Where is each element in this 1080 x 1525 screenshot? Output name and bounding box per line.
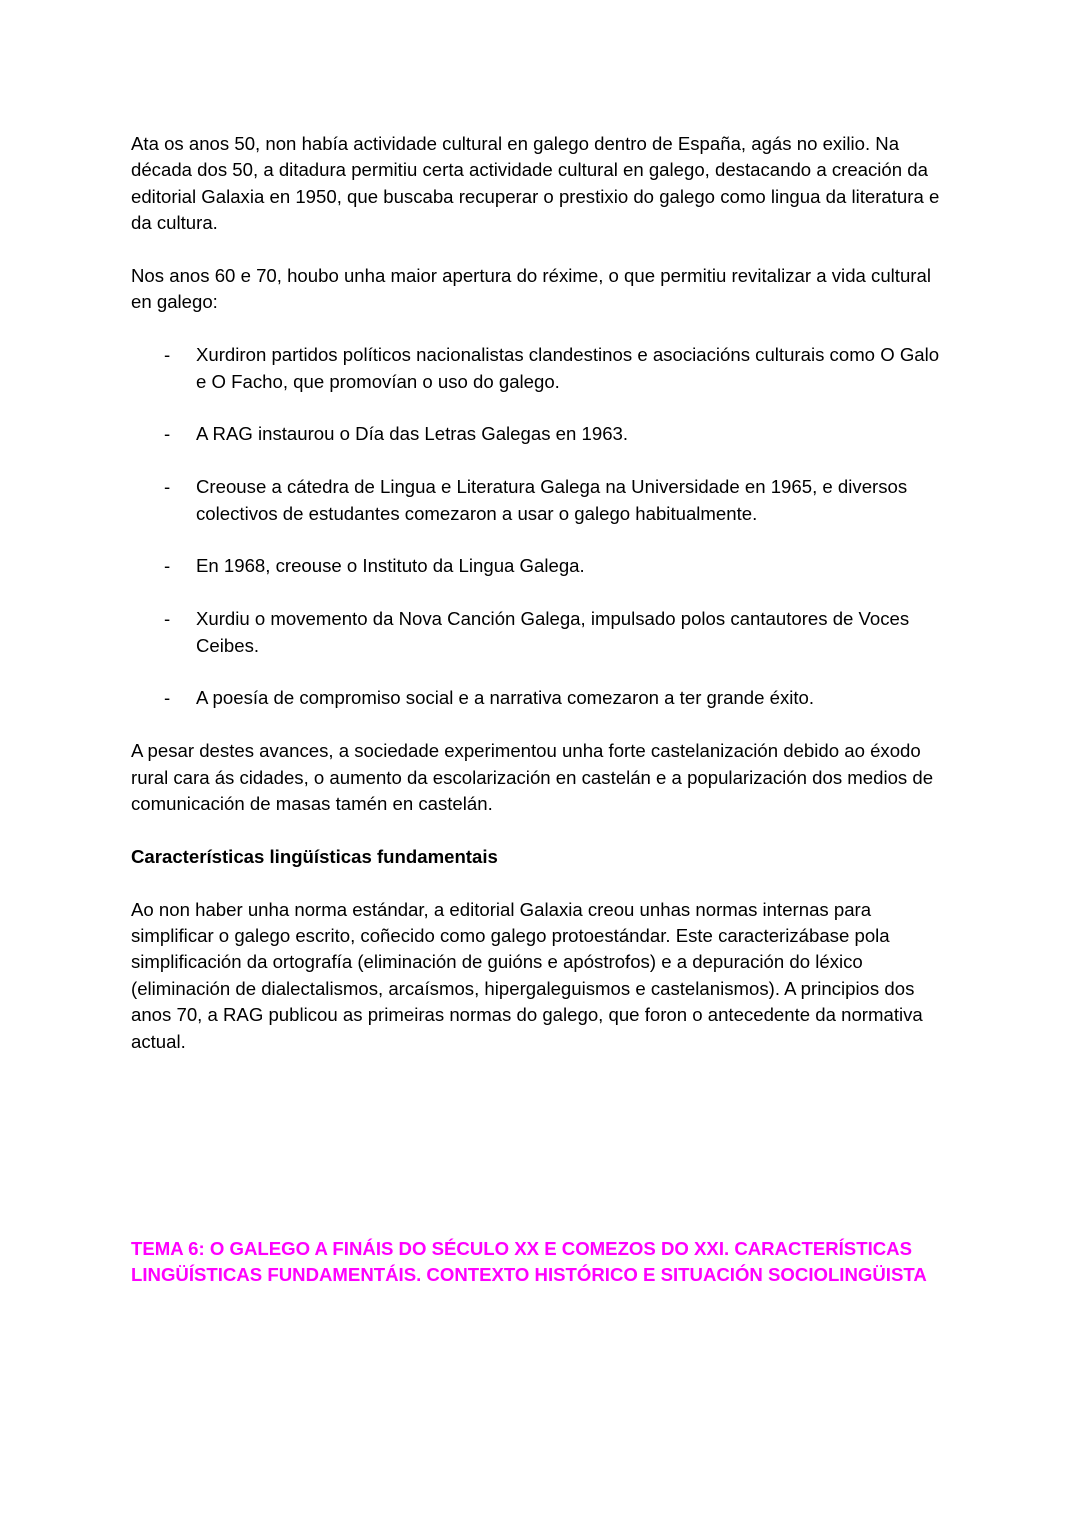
list-item (131, 553, 951, 579)
bullet-dash: - (164, 687, 171, 709)
bullet-dash: - (164, 423, 171, 445)
list-item-text: A poesía de compromiso social e a narrativa comezaron a ter grande éxito. (196, 687, 815, 709)
bullet-dash: - (164, 476, 171, 498)
bullet-dash: - (164, 344, 171, 366)
list-item (131, 421, 951, 447)
document-body (131, 131, 951, 1055)
tema-heading: TEMA 6: O GALEGO A FINÁIS DO SÉCULO XX E COMEZOS DO XXI. CARACTERÍSTICAS LINGÜÍSTICAS FUNDAMENTÁIS. CONTEXTO HISTÓRICO E SITUACIÓN SOCIOLINGÜISTA (131, 1238, 927, 1286)
list-item-text: Xurdiron partidos políticos nacionalistas clandestinos e asociacións culturais como O Galo e O Facho, que promovían o uso do galego. (196, 344, 940, 392)
section-heading: Características lingüísticas fundamentais (131, 845, 498, 867)
list-item (131, 685, 951, 711)
list-item-text: En 1968, creouse o Instituto da Lingua Galega. (196, 555, 585, 577)
list-item-text: Xurdiu o movemento da Nova Canción Galega, impulsado polos cantautores de Voces Ceibes. (196, 608, 910, 656)
intro-paragraph-1: Ata os anos 50, non había actividade cultural en galego dentro de España, agás no exilio. Na década dos 50, a ditadura permitiu certa actividade cultural en galego, destacando a creación da editorial Galaxia en 1950, que buscaba recuperar o prestixio do galego como lingua da literatura e da cultura. (131, 133, 940, 234)
bullet-list (131, 342, 951, 712)
list-item-text: A RAG instaurou o Día das Letras Galegas en 1963. (196, 423, 629, 445)
bullet-dash: - (164, 555, 171, 577)
castelanizacion-paragraph: A pesar destes avances, a sociedade experimentou unha forte castelanización debido ao éxodo rural cara ás cidades, o aumento da escolarización en castelán e a popularización dos medios de comunicación de masas tamén en castelán. (131, 740, 934, 815)
list-item (131, 606, 951, 659)
list-item-text: Creouse a cátedra de Lingua e Literatura Galega na Universidade en 1965, e diversos colectivos de estudantes comezaron a usar o galego habitualmente. (196, 476, 908, 524)
bullet-dash: - (164, 608, 171, 630)
intro-paragraph-2: Nos anos 60 e 70, houbo unha maior apertura do réxime, o que permitiu revitalizar a vida cultural en galego: (131, 265, 931, 313)
list-item (131, 342, 951, 395)
list-item (131, 474, 951, 527)
section-body-paragraph: Ao non haber unha norma estándar, a editorial Galaxia creou unhas normas internas para simplificar o galego escrito, coñecido como galego protoestándar. Este caracterizábase pola simplificación da ortografía (eliminación de guións e apóstrofos) e a depuración do léxico (eliminación de dialectalismos, arcaísmos, hipergaleguismos e castelanismos). A principios dos anos 70, a RAG publicou as primeiras normas do galego, que foron o antecedente da normativa actual. (131, 898, 923, 1052)
